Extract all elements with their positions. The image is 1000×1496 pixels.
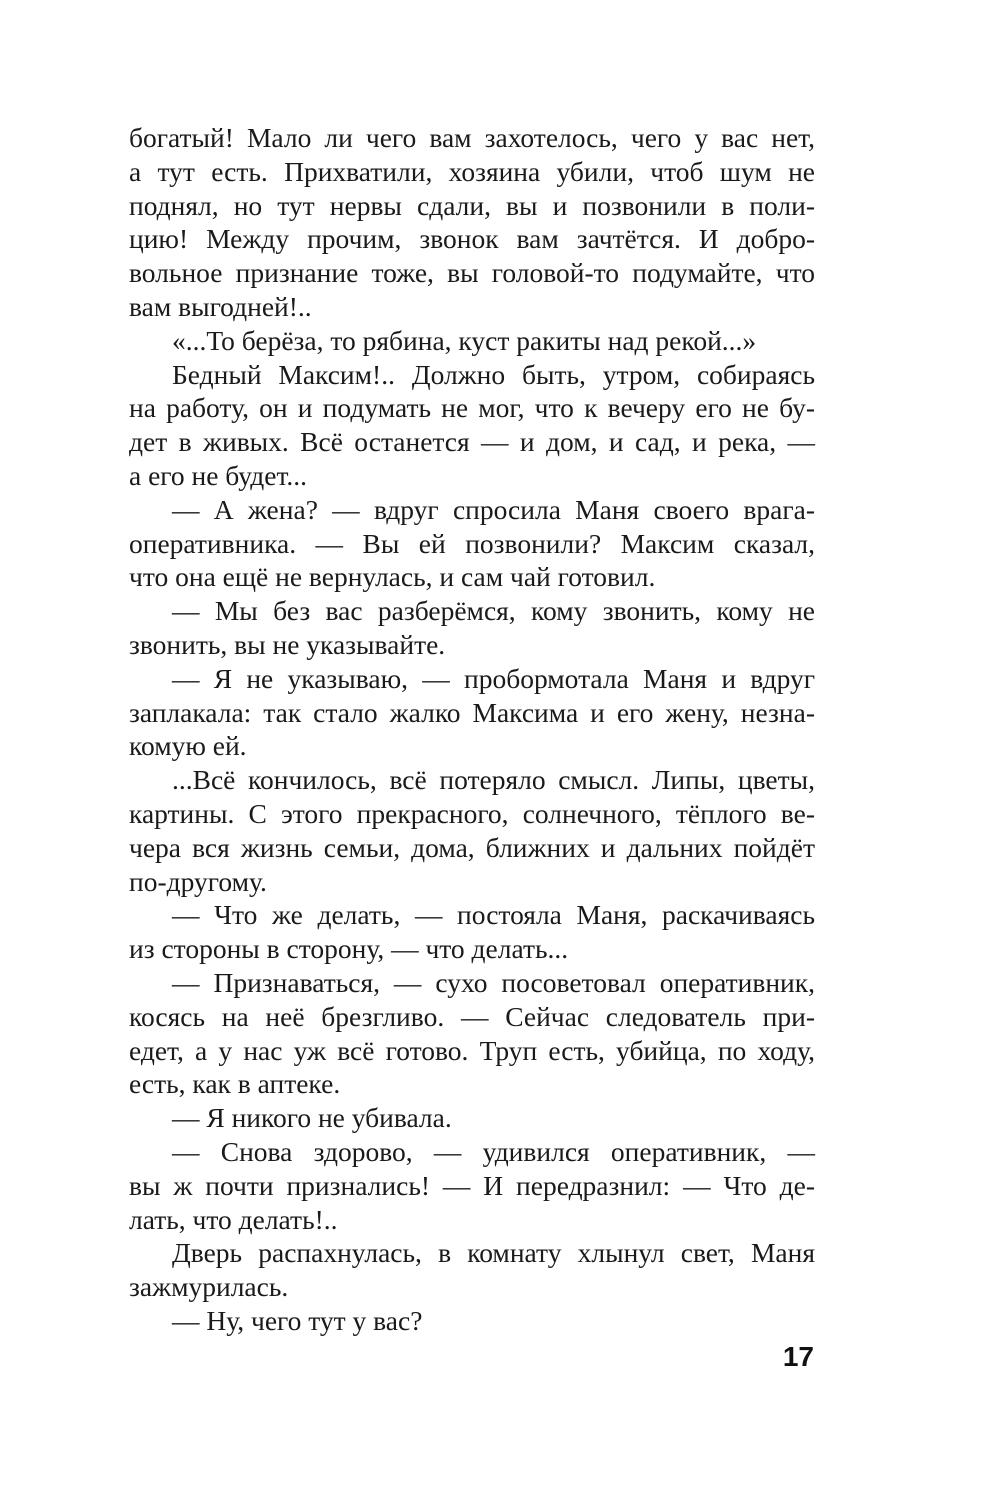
text-line: — А жена? — вдруг спросила Маня своего врага- [172,493,815,525]
text-line: «...То берёза, то рябина, куст ракиты над рекой...» [172,324,757,356]
text-line: Дверь распахнулась, в комнату хлынул свет, Маня [172,1237,815,1269]
text-line: оперативника. — Вы ей позвонили? Максим сказал, [129,527,815,559]
text-line: лать, что делать!.. [129,1203,338,1235]
text-line: — Снова здорово, — удивился оперативник, — [172,1135,815,1167]
page-number: 17 [782,1341,814,1372]
text-line: из стороны в сторону, — что делать... [129,933,569,965]
text-line: дет в живых. Всё останется — и дом, и сад, и река, — [129,426,815,458]
text-line: — Мы без вас разберёмся, кому звонить, кому не [172,595,815,627]
text-line: вам выгодней!.. [129,290,312,322]
text-line: картины. С этого прекрасного, солнечного, тёплого ве- [129,797,815,829]
text-line: поднял, но тут нервы сдали, вы и позвонили в поли- [129,189,815,221]
text-line: комую ей. [129,730,247,762]
text-line: на работу, он и подумать не мог, что к вечеру его не бу- [129,392,815,424]
text-line: — Признаваться, — сухо посоветовал оперативник, [172,966,815,998]
text-line: заплакала: так стало жалко Максима и его жену, незна- [129,696,815,728]
text-line: — Что же делать, — постояла Маня, раскачиваясь [172,899,815,931]
text-line: а его не будет... [129,459,308,491]
body-text [129,121,815,1338]
text-line: что она ещё не вернулась, и сам чай готовил. [129,561,656,593]
text-line: — Ну, чего тут у вас? [172,1304,423,1336]
text-line: есть, как в аптеке. [129,1068,341,1100]
text-line: звонить, вы не указывайте. [129,628,446,660]
text-line: чера вся жизнь семьи, дома, ближних и дальних пойдёт [129,831,815,863]
text-line: зажмурилась. [129,1271,289,1303]
text-line: по-другому. [129,865,267,897]
text-line: Бедный Максим!.. Должно быть, утром, собираясь [172,358,815,390]
text-line: а тут есть. Прихватили, хозяина убили, чтоб шум не [129,155,815,187]
text-line: богатый! Мало ли чего вам захотелось, чего у вас нет, [129,122,815,153]
text-line: едет, а у нас уж всё готово. Труп есть, убийца, по ходу, [129,1034,815,1066]
text-line: косясь на неё брезгливо. — Сейчас следователь при- [129,1000,815,1032]
text-line: — Я никого не убивала. [172,1102,452,1134]
text-line: — Я не указываю, — пробормотала Маня и вдруг [172,662,815,694]
text-line: ...Всё кончилось, всё потеряло смысл. Липы, цветы, [172,764,815,796]
text-line: вы ж почти признались! — И передразнил: — Что де- [129,1169,815,1201]
text-line: цию! Между прочим, звонок вам зачтётся. И добро- [129,223,815,255]
text-line: вольное признание тоже, вы головой-то подумайте, что [129,257,815,289]
